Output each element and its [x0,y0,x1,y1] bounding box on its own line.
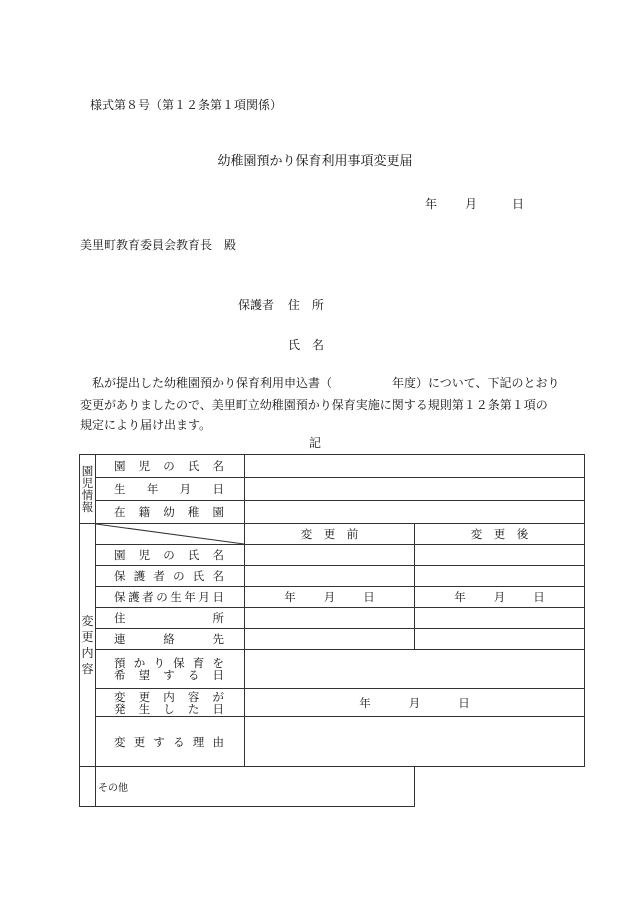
before-guardian-name-field[interactable] [245,566,415,587]
other-field[interactable] [96,767,415,807]
body-line-2: 変更がありましたので、美里町立幼稚園預かり保育実施に関する規則第１２条第１項の [80,398,548,412]
birthdate-field[interactable] [245,478,585,501]
childcare-day-line2: 希 望 す る 日 [114,668,224,682]
header-before: 変 更 前 [245,524,415,545]
diagonal-header-cell [96,524,245,545]
childcare-day-field[interactable] [245,650,585,689]
row-change-guardian-name: 保 護 者 の 氏 名 [96,566,245,587]
childcare-day-line1: 預 か り 保 育 を [114,656,224,670]
guardian-address-line [238,298,324,312]
row-birthdate-label [96,478,245,501]
section-child-info: 園児情報 [80,455,96,524]
row-other: そ の 他 [80,767,96,807]
body-line-3: 規定により届け出ます。 [80,418,212,432]
row-change-child-name: 園 児 の 氏 名 [96,545,245,566]
document-title: 幼稚園預かり保育利用事項変更届 [217,154,413,169]
row-change-contact: 連 絡 先 [96,629,245,650]
child-name-field[interactable] [245,455,585,478]
guardian-name-label: 氏 名 [288,338,325,352]
diagonal-line [96,524,244,544]
ki-label: 記 [308,436,321,450]
row-reason: 変 更 す る 理 由 [96,717,245,767]
after-address-field[interactable] [415,608,585,629]
after-contact-field[interactable] [415,629,585,650]
section-change-details: 変更内容 [80,524,96,767]
guardian-address-label: 住 所 [287,298,324,312]
child-name-text: 園 児 の 氏 名 [114,459,224,473]
row-kindergarten-label [96,501,245,524]
row-childcare-day [96,650,245,689]
change-form-table [79,454,585,807]
kindergarten-field[interactable] [245,501,585,524]
birthdate-text: 生 年 月 日 [114,482,224,496]
reason-field[interactable] [245,717,585,767]
row-change-guardian-birthdate: 保 護 者 の 生 年 月 日 [96,587,245,608]
before-contact-field[interactable] [245,629,415,650]
addressee: 美里町教育委員会教育長 殿 [80,238,237,252]
after-guardian-name-field[interactable] [415,566,585,587]
row-child-name-label [96,455,245,478]
change-date-field[interactable]: 年 月 日 [245,689,585,717]
form-number-label: 様式第８号（第１２条第１項関係） [90,98,283,112]
kindergarten-text: 在 籍 幼 稚 園 [114,505,224,519]
after-child-name-field[interactable] [415,545,585,566]
date-year-label: 年 [425,197,438,211]
before-guardian-birthdate-field[interactable]: 年 月 日 [245,587,415,608]
change-date-line1: 変 更 内 容 が [114,689,224,704]
guardian-label: 保護者 [238,298,275,312]
date-day-label: 日 [512,197,525,211]
before-address-field[interactable] [245,608,415,629]
row-change-address: 住 所 [96,608,245,629]
change-date-line2: 発 生 し た 日 [114,701,224,716]
header-after: 変 更 後 [415,524,585,545]
row-change-date [96,689,245,717]
after-guardian-birthdate-field[interactable]: 年 月 日 [415,587,585,608]
date-month-label: 月 [465,197,478,211]
body-line-1: 私が提出した幼稚園預かり保育利用申込書（ 年度）について、下記のとおり [80,376,560,390]
before-child-name-field[interactable] [245,545,415,566]
